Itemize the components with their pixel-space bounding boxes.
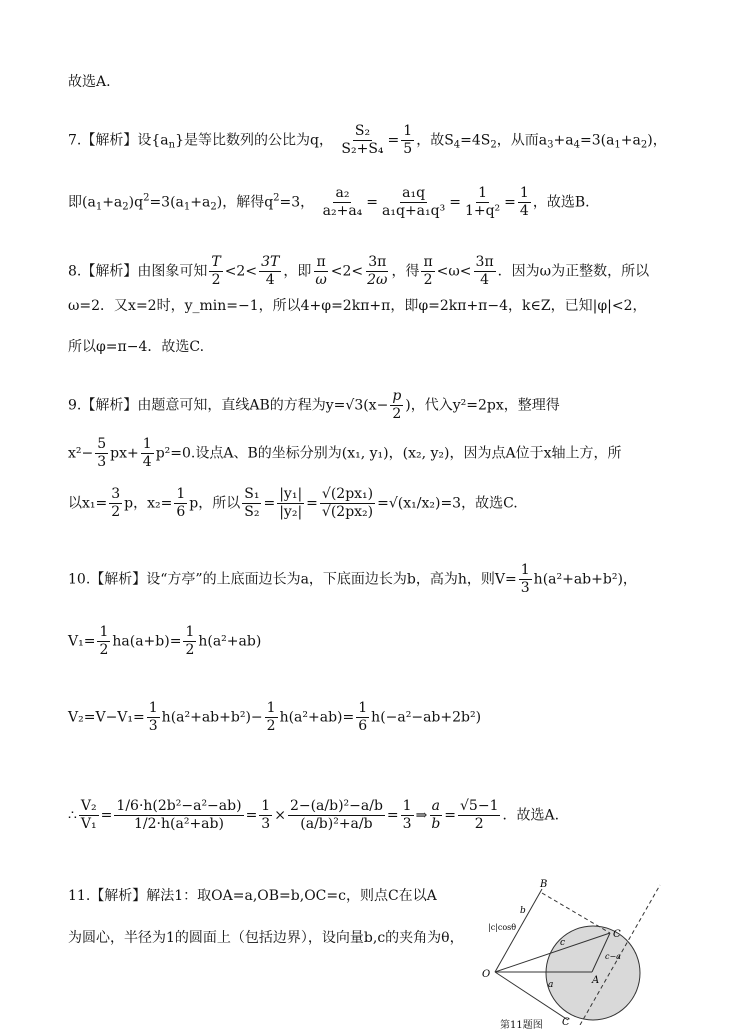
- p9-line-1: 9.【解析】由题意可知，直线AB的方程为y=√3(x− $\frac{p}{2}$ )，代入y²=2px，整理得: [68, 388, 560, 422]
- label-ccos: |c|cosθ: [488, 923, 517, 932]
- label-C: C: [613, 929, 621, 940]
- p11-line-1: 11.【解析】解法1：取OA=a,OB=b,OC=c，则点C在以A: [68, 888, 437, 904]
- p7-line-1: 7.【解析】设$\{a_n\}$是等比数列的公比为q， $\frac{\text{S₂}}{\text{S₂+S₄}}$ = $\frac{1}{5}$ ，故$S_4=4S_2$，从而$a_3+a_4=3(a_1+a_2)$，: [68, 123, 667, 157]
- figure-caption: 第11题图: [500, 1020, 543, 1031]
- p8-line-2: ω=2．又x=2时，y_min=−1，所以4+φ=2kπ+π，即φ=2kπ+π−4，k∈Z，已知|φ|<2，: [68, 298, 647, 314]
- line-6-conclusion: 故选A.: [68, 74, 111, 90]
- label-b: b: [520, 906, 526, 916]
- p8-line-3: 所以φ=π−4．故选C.: [68, 339, 205, 355]
- p11-line-2: 为圆心，半径为1的圆面上（包括边界），设向量b,c的夹角为θ，: [68, 930, 464, 946]
- p10-v1: V₁= $\frac{1}{2}$ ha(a+b)= $\frac{1}{2}$ h(a²+ab): [68, 624, 262, 658]
- label-a: a: [548, 980, 554, 990]
- label-Cp: C: [562, 1017, 570, 1025]
- p8-line-1: 8.【解析】由图象可知 $\frac{T}{2}$ <2< $\frac{3T}{4}$ ，即 $\frac{\pi}{\omega}$ <2< $\frac{3\pi}{2\omega}$ ，得 $\frac{\pi}{2}$ <ω< $\frac{3\pi}{4}$ ．因为ω为正整数，所以: [68, 254, 650, 288]
- figure-11: [480, 875, 670, 1025]
- label-O: O: [482, 969, 491, 980]
- p7-line-2: 即$(a_1+a_2)q^2=3(a_1+a_2)$，解得$q^2=3$， $\frac{\text{a₂}}{\text{a₂+a₄}}$ = $\frac{\text{a₁q}}{\text{a₁q+a₁q³}}$ = $\frac{1}{\text{1+q²}}$ = $\frac{1}{4}$ ，故选B.: [68, 185, 590, 219]
- label-A: A: [592, 975, 600, 986]
- label-B: B: [540, 879, 548, 890]
- p10-ratio: ∴ $\frac{\text{V₂}}{\text{V₁}}$ = $\frac{\text{1/6·h(2b²−a²−ab)}}{\text{1/2·h(a²+ab)}}$ = $\frac{1}{3}$ × $\frac{\text{2−(a/b)²−a/b}}{\text{(a/b)²+a/b}}$ = $\frac{1}{3}$ ⇒ $\frac{a}{b}$ = $\frac{√5-1}{2}$ ．故选A.: [68, 798, 560, 832]
- label-ca: c−a: [605, 952, 621, 961]
- p10-v2: V₂=V−V₁= $\frac{1}{3}$ h(a²+ab+b²)− $\frac{1}{2}$ h(a²+ab)= $\frac{1}{6}$ h(−a²−ab+2b²): [68, 700, 482, 734]
- label-c: c: [560, 938, 566, 948]
- p9-line-2: x²− $\frac{5}{3}$ px+ $\frac{1}{4}$ p²=0.设点A、B的坐标分别为(x₁, y₁)，(x₂, y₂)，因为点A位于x轴上方，所: [68, 436, 622, 470]
- p9-line-3: 以x₁= $\frac{3}{2}$ p，x₂= $\frac{1}{6}$ p，所以 $\frac{\text{S₁}}{\text{S₂}}$ = $\frac{\text{|y₁|}}{\text{|y₂|}}$ = $\frac{\text{√(2px₁)}}{\text{√(2px₂)}}$ =√(x₁/x₂)=3，故选C.: [68, 486, 518, 520]
- p10-line-1: 10.【解析】设“方亭”的上底面边长为a，下底面边长为b，高为h，则V= $\frac{1}{3}$ h(a²+ab+b²)，: [68, 562, 637, 596]
